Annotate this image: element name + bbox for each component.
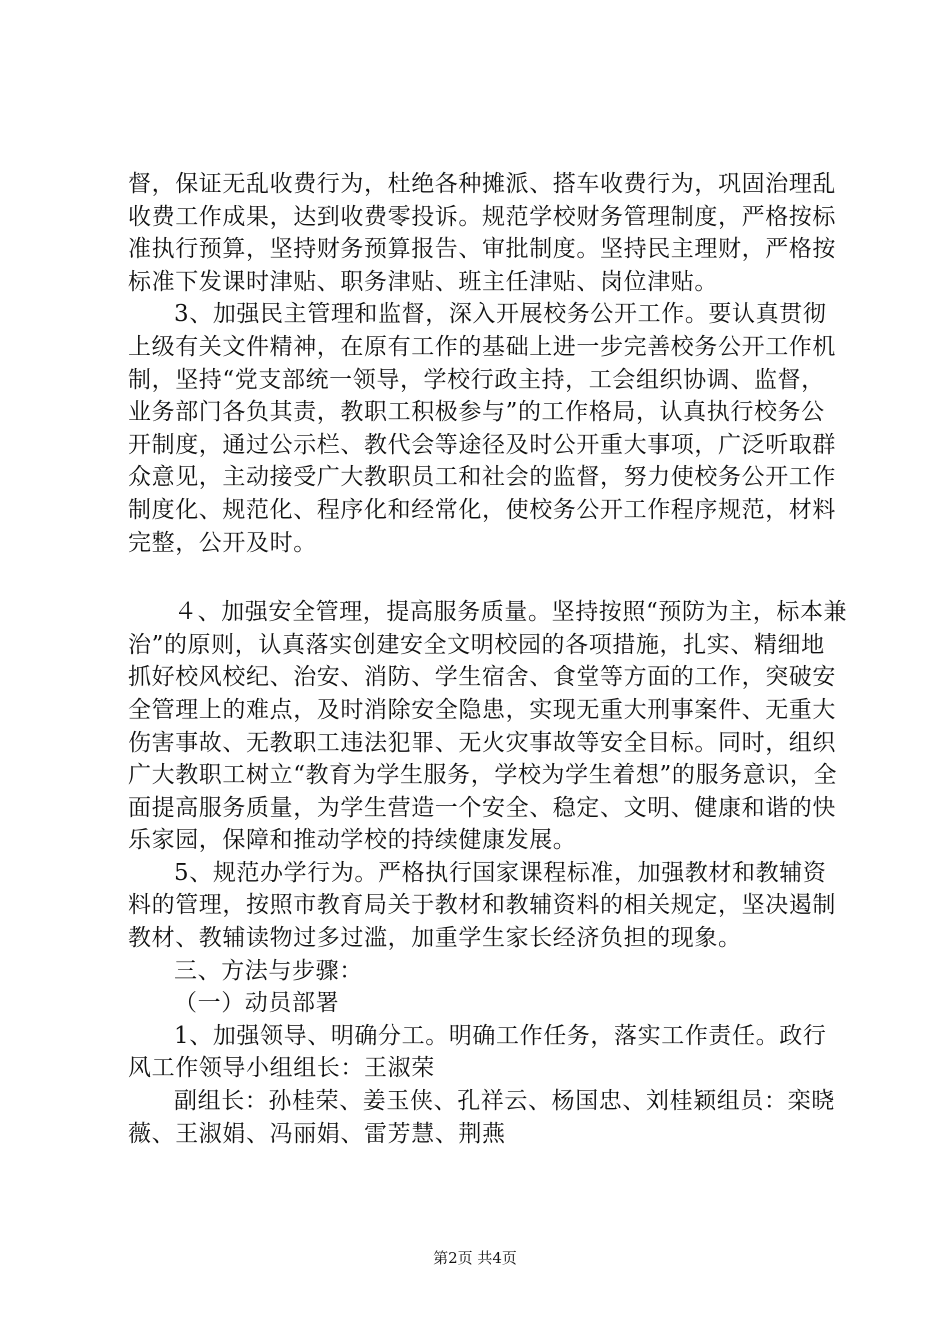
paragraph-leadership: 1、加强领导、明确分工。明确工作任务，落实工作责任。政行风工作领导小组组长：王淑荣 — [128, 1022, 827, 1082]
paragraph-gap — [128, 559, 848, 596]
paragraph-school-conduct: 5、规范办学行为。严格执行国家课程标准，加强教材和教辅资料的管理，按照市教育局关于教材和教辅资料的相关规定，坚决遏制教材、教辅读物过多过滥，加重学生家长经济负担的现象。 — [128, 859, 836, 952]
paragraph-democratic-management: 3、加强民主管理和监督，深入开展校务公开工作。要认真贯彻上级有关文件精神，在原有工作的基础上进一步完善校务公开工作机制，坚持“党支部统一领导，学校行政主持，工会组织协调、监督，业务部门各负其责，教职工积极参与”的工作格局，认真执行校务公开制度，通过公示栏、教代会等途径及时公开重大事项，广泛听取群众意见，主动接受广大教职员工和社会的监督，努力使校务公开工作制度化、规范化、程序化和经常化，使校务公开工作程序规范，材料完整，公开及时。 — [128, 301, 836, 556]
paragraph-safety-management: ４、加强安全管理，提高服务质量。坚持按照“预防为主，标本兼治”的原则，认真落实创建安全文明校园的各项措施，扎实、精细地抓好校风校纪、治安、消防、学生宿舍、食堂等方面的工作，突破安全管理上的难点，及时消除安全隐患，实现无重大刑事案件、无重大伤害事故、无教职工违法犯罪、无火灾事故等安全目标。同时，组织广大教职工树立“教育为学生服务，学校为学生着想”的服务意识，全面提高服务质量，为学生营造一个安全、稳定、文明、健康和谐的快乐家园，保障和推动学校的持续健康发展。 — [128, 599, 848, 854]
paragraph-finance: 督，保证无乱收费行为，杜绝各种摊派、搭车收费行为，巩固治理乱收费工作成果，达到收费零投诉。规范学校财务管理制度，严格按标准执行预算，坚持财务预算报告、审批制度。坚持民主理财，严格按标准下发课时津贴、职务津贴、班主任津贴、岗位津贴。 — [128, 171, 836, 295]
document-body — [128, 168, 848, 1150]
subsection-heading-mobilization: （一）动员部署 — [174, 990, 340, 1017]
section-heading-methods: 三、方法与步骤： — [174, 957, 363, 984]
page-footer: 第2页 共4页 — [433, 1249, 517, 1267]
paragraph-members: 副组长：孙桂荣、姜玉侠、孔祥云、杨国忠、刘桂颖组员：栾晓薇、王淑娟、冯丽娟、雷芳慧、荆燕 — [128, 1088, 835, 1147]
